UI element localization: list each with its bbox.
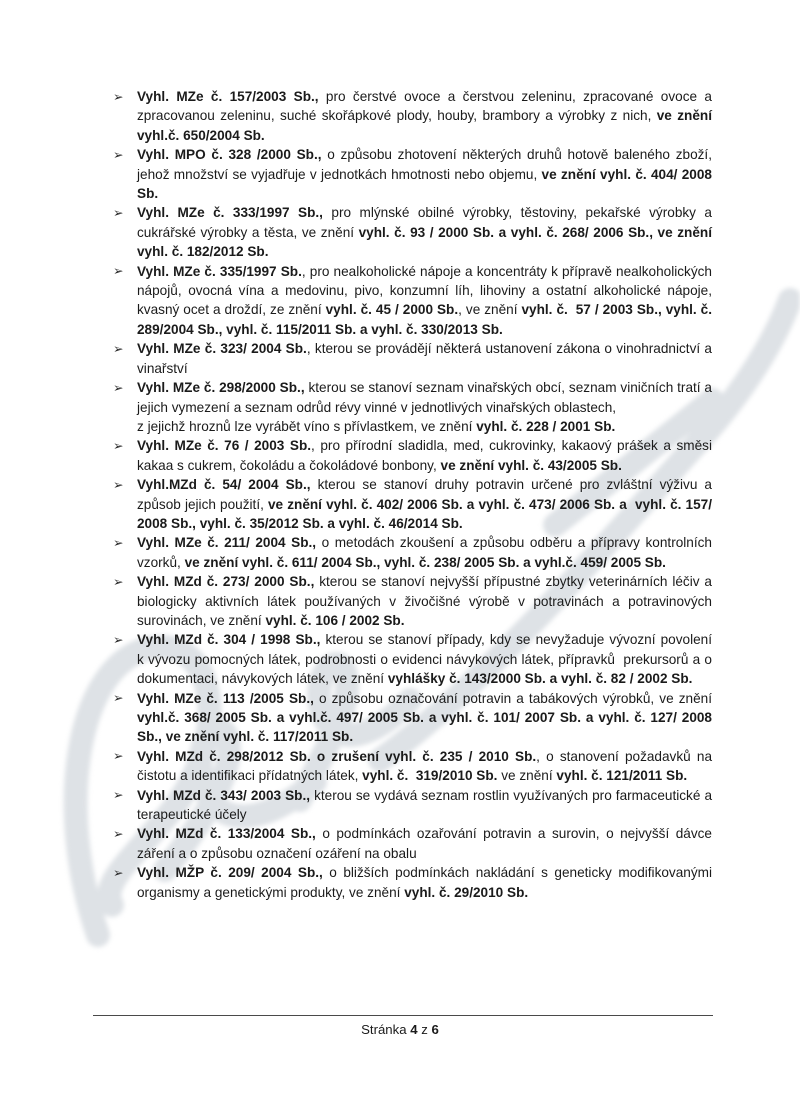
- decree-description-text: o způsobu zhotovení některých druhů hotově baleného zboží, jehož množství se vyjadřuje v jednotkách hmotnosti nebo objemu,: [137, 147, 712, 182]
- decree-reference-text: Vyhl. MPO č. 328 /2000 Sb.,: [137, 147, 328, 163]
- decree-description-text: pro mlýnské obilné výrobky, těstoviny, pekařské výrobky a cukrářské výrobky a těsta, ve znění: [137, 205, 712, 240]
- bullet-arrow-icon: ➢: [113, 380, 124, 395]
- decree-description-text: z jejichž hroznů lze vyrábět víno s přívlastkem, ve znění: [137, 418, 477, 434]
- footer-label: Stránka: [361, 1022, 411, 1037]
- decree-reference-text: Vyhl. MZe č. 113 /2005 Sb.,: [137, 690, 319, 706]
- list-item: [100, 436, 712, 475]
- page-total: 6: [431, 1022, 439, 1037]
- decree-reference-text: vyhl.č. 368/ 2005 Sb. a vyhl.č. 497/ 2005 Sb. a vyhl. č. 101/ 2007 Sb. a vyhl. č. 127/ 2008 Sb., ve znění vyhl. č. 117/2011 Sb.: [137, 710, 712, 745]
- list-item: [100, 203, 712, 261]
- decree-reference-text: Vyhl. MZd č. 273/ 2000 Sb.,: [137, 574, 320, 590]
- decree-description-text: kterou se stanoví nejvyšší přípustné zbytky veterinárních léčiv a biologicky aktivních látek používaných v živočišné výrobě v potravinách a potravinových surovinách, ve znění: [137, 574, 712, 628]
- list-item: [100, 533, 712, 572]
- bullet-arrow-icon: ➢: [113, 826, 124, 841]
- decree-reference-text: vyhlášky č. 143/2000 Sb. a vyhl. č. 82 / 2002 Sb.: [387, 671, 693, 687]
- decree-reference-text: ve znění vyhl. č. 404/ 2008 Sb.: [137, 166, 712, 202]
- decree-description-text: , pro nealkoholické nápoje a koncentráty k přípravě nealkoholických nápojů, ovocná vína a medovinu, pivo, konzumní líh, lihoviny a ostatní alkoholické nápoje, kvasný ocet a droždí, ze znění: [137, 263, 712, 318]
- decree-list: [100, 87, 712, 902]
- bullet-arrow-icon: ➢: [113, 89, 124, 104]
- decree-reference-text: Vyhl. MZe č. 76 / 2003 Sb.: [137, 438, 312, 454]
- bullet-arrow-icon: ➢: [113, 205, 124, 220]
- decree-reference-text: vyhl. č. 121/2011 Sb.: [556, 768, 688, 784]
- list-item: [100, 475, 712, 533]
- decree-reference-text: vyhl. č. 45 / 2000 Sb.: [325, 302, 459, 318]
- decree-reference-text: Vyhl. MZd č. 298/2012 Sb. o zrušení vyhl. č. 235 / 2010 Sb.: [137, 748, 537, 764]
- list-item: [100, 378, 712, 436]
- list-item: [100, 572, 712, 630]
- decree-reference-text: Vyhl. MZd č. 304 / 1998 Sb.,: [137, 632, 326, 648]
- decree-description-text: o podmínkách ozařování potravin a surovin, o nejvyšší dávce záření a o způsobu označení ozáření na obalu: [137, 826, 712, 861]
- decree-reference-text: ve znění vyhl. č. 43/2005 Sb.: [440, 457, 622, 473]
- decree-reference-text: vyhl. č. 29/2010 Sb.: [404, 884, 529, 900]
- decree-reference-text: Vyhl. MZe č. 298/2000 Sb.,: [137, 380, 309, 396]
- bullet-arrow-icon: ➢: [113, 632, 124, 647]
- decree-reference-text: Vyhl.MZd č. 54/ 2004 Sb.,: [137, 477, 318, 493]
- decree-reference-text: ve znění vyhl. č. 611/ 2004 Sb., vyhl. č. 238/ 2005 Sb. a vyhl.č. 459/ 2005 Sb.: [184, 554, 666, 570]
- decree-reference-text: vyhl. č. 57 / 2003 Sb., vyhl. č. 289/2004 Sb., vyhl. č. 115/2011 Sb. a vyhl. č. 330/2013 Sb.: [137, 302, 713, 337]
- decree-reference-text: vyhl. č. 228 / 2001 Sb.: [476, 418, 616, 434]
- list-item: [100, 87, 712, 145]
- decree-description-text: , pro přírodní sladidla, med, cukrovinky, kakaový prášek a směsi kakaa s cukrem, čokoládu a čokoládové bonbony,: [137, 438, 712, 473]
- bullet-arrow-icon: ➢: [113, 865, 124, 880]
- decree-reference-text: Vyhl. MZe č. 157/2003 Sb.,: [137, 89, 326, 104]
- bullet-arrow-icon: ➢: [113, 574, 124, 589]
- decree-reference-text: Vyhl. MŽP č. 209/ 2004 Sb.,: [137, 865, 330, 881]
- decree-description-text: , o stanovení požadavků na čistotu a identifikaci přídatných látek,: [137, 748, 712, 784]
- list-item: [100, 145, 712, 203]
- decree-description-text: kterou se stanoví případy, kdy se nevyžaduje vývozní povolení k vývozu pomocných látek, podrobnosti o evidenci návykových látek, přípravků prekursorů a o dokumentaci, návykových látek, ve znění: [137, 632, 712, 687]
- decree-reference-text: ve znění vyhl.č. 650/2004 Sb.: [137, 108, 713, 143]
- decree-description-text: kterou se stanoví druhy potravin určené pro zvláštní výživu a způsob jejich použití,: [137, 477, 712, 512]
- bullet-arrow-icon: ➢: [113, 535, 124, 550]
- decree-reference-text: ve znění vyhl. č. 402/ 2006 Sb. a vyhl. č. 473/ 2006 Sb. a vyhl. č. 157/ 2008 Sb., vyhl. č. 35/2012 Sb. a vyhl. č. 46/2014 Sb.: [137, 496, 712, 531]
- list-item: [100, 689, 712, 747]
- decree-reference-text: Vyhl. MZe č. 211/ 2004 Sb.,: [137, 535, 322, 551]
- decree-reference-text: Vyhl. MZe č. 323/ 2004 Sb.: [137, 341, 307, 357]
- decree-reference-text: Vyhl. MZd č. 133/2004 Sb.,: [137, 826, 323, 842]
- decree-description-text: , ve znění: [458, 302, 522, 318]
- page-number: 4: [410, 1022, 418, 1037]
- decree-reference-text: Vyhl. MZe č. 333/1997 Sb.,: [137, 205, 332, 221]
- bullet-arrow-icon: ➢: [113, 477, 124, 492]
- decree-reference-text: vyhl. č. 93 / 2000 Sb. a vyhl. č. 268/ 2006 Sb., ve znění vyhl. č. 182/2012 Sb.: [137, 224, 712, 260]
- list-item: [100, 339, 712, 378]
- decree-reference-text: vyhl. č. 106 / 2002 Sb.: [265, 612, 405, 628]
- list-item: [100, 262, 712, 340]
- decree-description-text: kterou se stanoví seznam vinařských obcí, seznam viničních tratí a jejich vymezení a seznam odrůd révy vinné v jednotlivých vinařských oblastech,: [137, 380, 712, 415]
- list-item: [100, 747, 712, 786]
- list-item: [100, 863, 712, 902]
- footer-of: z: [417, 1022, 432, 1037]
- list-item: [100, 824, 712, 863]
- bullet-arrow-icon: ➢: [113, 264, 124, 279]
- decree-reference-text: vyhl. č. 319/2010 Sb.: [362, 768, 498, 784]
- bullet-arrow-icon: ➢: [113, 788, 124, 803]
- decree-reference-text: Vyhl. MZd č. 343/ 2003 Sb.,: [137, 787, 315, 803]
- bullet-arrow-icon: ➢: [113, 749, 124, 764]
- bullet-arrow-icon: ➢: [113, 691, 124, 706]
- decree-description-text: o bližších podmínkách nakládání s geneticky modifikovanými organismy a genetickými produkty, ve znění: [137, 865, 712, 900]
- decree-description-text: o metodách zkoušení a způsobu odběru a přípravy kontrolních vzorků,: [137, 535, 712, 570]
- footer-divider: [93, 1015, 713, 1016]
- decree-description-text: o způsobu označování potravin a tabákových výrobků, ve znění: [319, 690, 712, 706]
- list-item: [100, 786, 712, 825]
- decree-description-text: ve znění: [497, 768, 557, 784]
- bullet-arrow-icon: ➢: [113, 438, 124, 453]
- decree-reference-text: Vyhl. MZe č. 335/1997 Sb.: [137, 263, 302, 279]
- decree-description-text: kterou se vydává seznam rostlin využívaných pro farmaceutické a terapeutické účely: [137, 787, 713, 823]
- decree-description-text: , kterou se provádějí některá ustanovení zákona o vinohradnictví a vinařství: [137, 341, 712, 376]
- page-footer: [0, 1021, 800, 1039]
- bullet-arrow-icon: ➢: [113, 341, 124, 356]
- decree-description-text: pro čerstvé ovoce a čerstvou zeleninu, zpracované ovoce a zpracovanou zeleninu, suché skořápkové plody, houby, brambory a výrobky z nich,: [137, 89, 712, 124]
- list-item: [100, 630, 712, 688]
- bullet-arrow-icon: ➢: [113, 147, 124, 162]
